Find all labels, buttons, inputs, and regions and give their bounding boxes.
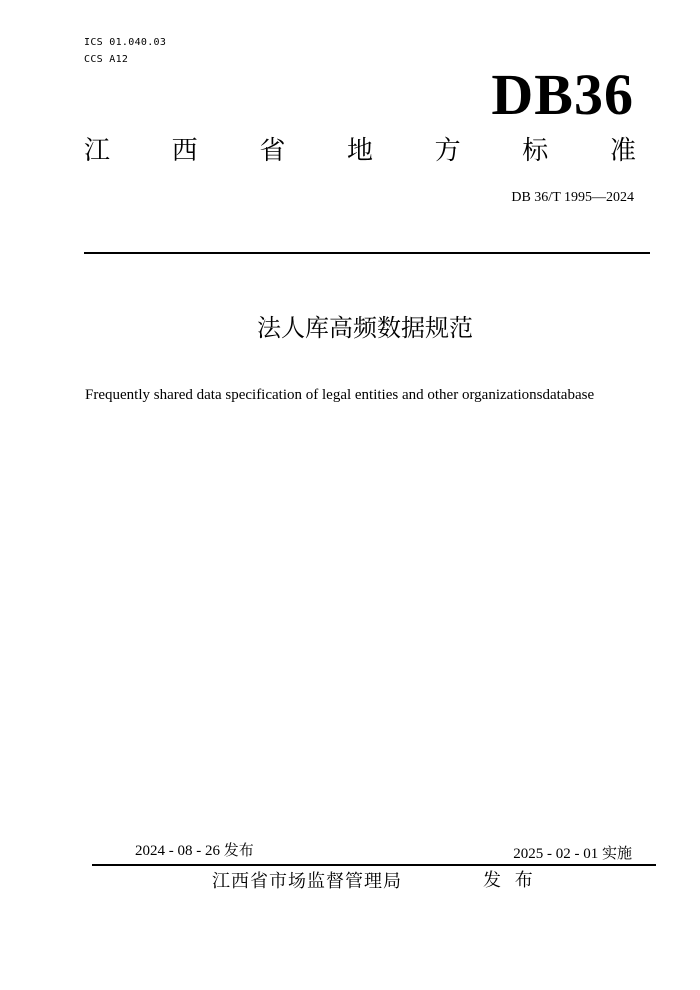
standard-type-char: 地 <box>346 136 373 166</box>
standard-logo: DB36 <box>491 62 634 127</box>
standard-type-char: 西 <box>171 136 198 166</box>
ccs-code: CCS A12 <box>84 54 129 65</box>
standard-type-char: 方 <box>434 136 461 166</box>
standard-type-char: 准 <box>609 136 636 166</box>
document-title: 法人库高频数据规范 <box>257 314 473 342</box>
standard-number: DB 36/T 1995—2024 <box>511 190 634 205</box>
footer-divider <box>92 864 656 866</box>
standard-type-char: 省 <box>259 136 286 166</box>
standard-type-char: 标 <box>522 136 549 166</box>
implementation-date: 2025 - 02 - 01 实施 <box>513 846 632 862</box>
standard-type-char: 江 <box>84 136 111 166</box>
document-title-english: Frequently shared data specification of legal entities and other organizationsdatabase <box>85 387 595 403</box>
header-divider <box>84 252 650 254</box>
issue-date: 2024 - 08 - 26 发布 <box>135 843 254 859</box>
standard-type-title <box>84 138 636 164</box>
publish-label: 发 布 <box>483 870 537 891</box>
ics-code: ICS 01.040.03 <box>84 37 167 48</box>
publisher: 江西省市场监督管理局 <box>212 871 402 892</box>
